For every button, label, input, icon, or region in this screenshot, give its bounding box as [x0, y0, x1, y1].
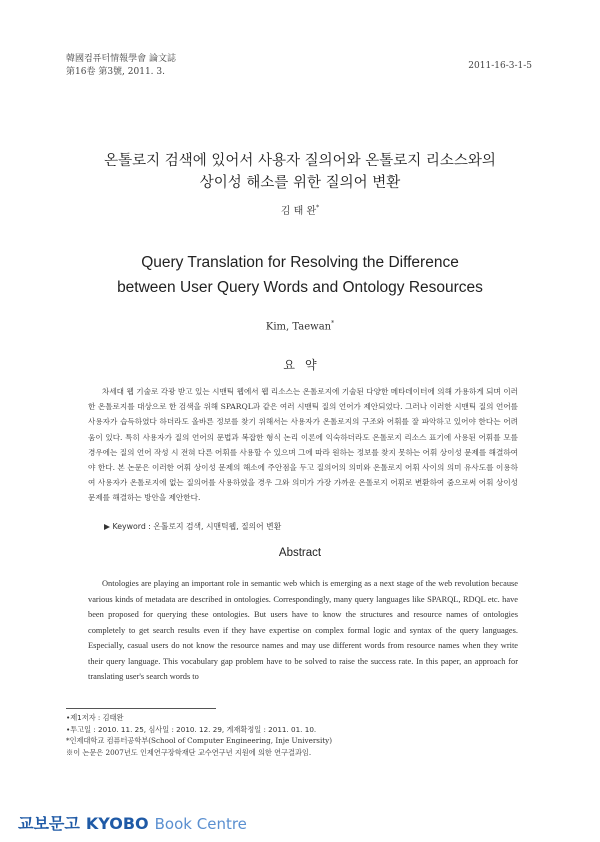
english-title — [0, 250, 600, 300]
footnotes — [66, 712, 332, 758]
korean-author-name: 김 태 완 — [280, 206, 317, 217]
journal-name: 韓國컴퓨터情報學會 論文誌 — [66, 54, 176, 64]
english-author-name: Kim, Taewan — [265, 321, 332, 333]
author-affiliation-mark: * — [316, 204, 320, 212]
korean-abstract-body: 차세대 웹 기술로 각광 받고 있는 시맨틱 웹에서 웹 리소스는 온톨로지에 기술된 다양한 메타데이터에 의해 가용하게 되며 이러한 온톨로지를 대상으로 한 검색을 위해 SPARQL과 같은 여러 시맨틱 질의 언어가 제안되었다. 그러나 이러한 시맨틱 질의 언어를 사용자가 습득하였다 하더라도 올바른 정보를 찾기 위해서는 사용자가 온톨로지의 구조와 어휘를 잘 파악하고 있어야 한다는 어려움이 있다. 특히 사용자가 질의 언어의 문법과 복잡한 형식 논리 이론에 익숙하더라도 온톨로지 리소스 표기에 사용된 어휘를 모를 경우에는 질의 언어 작성 시 전혀 다른 어휘를 사용할 수 있으며 그에 따라 원하는 정보를 찾지 못하는 어휘 상이성 문제를 해결하여야 한다. 본 논문은 이러한 어휘 상이성 문제의 해소에 주안점을 두고 질의어의 의미와 온톨로지 어휘 사이의 의미 유사도를 이용하여 사용자가 온톨로지에 없는 질의어를 사용하였을 경우 그와 의미가 가장 가까운 온톨로지 어휘로 변환하여 줌으로써 어휘 상이성 문제를 해결하는 방안을 제안한다. — [88, 387, 518, 503]
journal-header — [66, 53, 176, 79]
english-abstract-body: Ontologies are playing an important role in semantic web which is emerging as a next stage of the web revolution because various kinds of metadata are described in ontologies. Correspondingly, many query languages like SPARQL, RDQL etc. have been proposed for querying these ontologies. But users have to know the structures and resource names of ontologies completely to get search results even if they have expertise on complex formal logic and syntax of the query languages. Especially, casual users do not know the resource names and may use different words from resource names when they write their query language. This vocabulary gap problem have to be solved to raise the success rate. In this paper, an approach for translating user's search words to — [88, 579, 518, 681]
footnote-funding: ※이 논문은 2007년도 인제연구장학재단 교수연구년 지원에 의한 연구결과임. — [66, 747, 312, 757]
keywords-line — [104, 521, 281, 532]
logo-subtitle: Book Centre — [154, 815, 247, 833]
korean-abstract-heading: 요약 — [283, 358, 327, 372]
journal-volume: 第16卷 第3號, 2011. 3. — [66, 67, 165, 77]
author-affiliation-mark-en: * — [331, 320, 335, 327]
paper-id: 2011-16-3-1-5 — [468, 61, 532, 71]
korean-title — [0, 150, 600, 194]
footnote-divider — [66, 708, 216, 709]
english-author — [0, 320, 600, 332]
english-title-line2: between User Query Words and Ontology Resources — [117, 279, 483, 296]
keyword-marker-icon: ▶ — [104, 522, 110, 531]
keyword-text: 온톨로지 검색, 시맨틱웹, 질의어 변환 — [153, 522, 282, 531]
korean-author — [0, 202, 600, 217]
logo-korean: 교보문고 — [18, 814, 80, 833]
footnote-dates: •투고일 : 2010. 11. 25, 심사일 : 2010. 12. 29, 게재확정일 : 2011. 01. 10. — [66, 724, 317, 734]
english-title-line1: Query Translation for Resolving the Difference — [141, 254, 459, 271]
korean-title-line1: 온톨로지 검색에 있어서 사용자 질의어와 온톨로지 리소스와의 — [104, 153, 496, 169]
kyobo-logo — [18, 811, 247, 834]
keyword-label: Keyword : — [112, 522, 154, 531]
korean-title-line2: 상이성 해소를 위한 질의어 변환 — [199, 175, 401, 191]
logo-english: KYOBO — [85, 814, 149, 833]
footnote-first-author: •제1저자 : 김태완 — [66, 713, 124, 722]
english-abstract-heading: Abstract — [278, 547, 322, 559]
footnote-affiliation: *인제대학교 컴퓨터공학부(School of Computer Engineering, Inje University) — [66, 736, 333, 745]
